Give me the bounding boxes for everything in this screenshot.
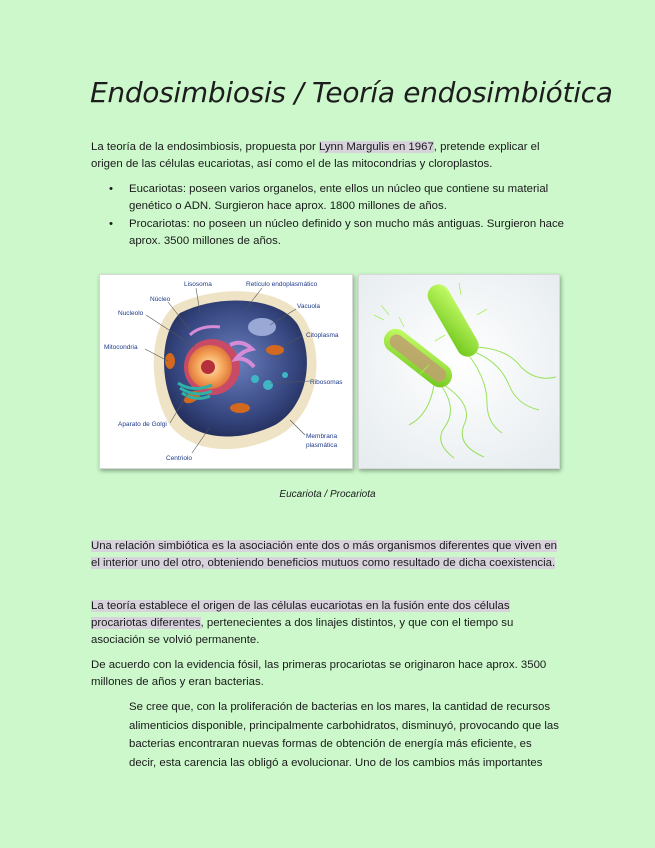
bullet-dot: • [109, 218, 113, 230]
label-nucleo: Núcleo [150, 296, 171, 303]
figure-caption: Eucariota / Procariota [279, 489, 376, 500]
eukaryote-cell-illustration [100, 275, 352, 468]
label-ribosomas: Ribosomas [310, 379, 343, 386]
symbiosis-text: Una relación simbiótica es la asociación ente dos o más organismos diferentes que viven en el interior uno del otro, obteniendo beneficios mutuos como resultado de dicha coexistencia. [91, 540, 558, 569]
bullet-list [109, 181, 564, 251]
symbiosis-paragraph [91, 538, 566, 572]
bullet-text: Eucariotas: poseen varios organelos, ente ellos un núcleo que contiene su material genético o ADN. Surgieron hace aprox. 1800 millones de años. [129, 183, 549, 212]
indented-paragraph: Se cree que, con la proliferación de bacterias en los mares, la cantidad de recursos alimenticios disponible, principalmente carbohidratos, disminuyó, provocando que las bacterias encontraran nuevas formas de obtención de energía más eficiente, es decir, esta carencia las obligó a evolucionar. Uno de los cambios más importantes [129, 701, 559, 769]
label-lisosoma: Lisosoma [184, 281, 212, 288]
bullet-procariotas [109, 216, 564, 250]
page-title: Endosimbiosis / Teoría endosimbiótica [90, 76, 613, 109]
theory-highlight: La teoría establece el origen de las células eucariotas en la fusión ente dos células procariotas diferentes [91, 600, 510, 629]
theory-text-end: , pertenecientes a dos linajes distintos, y que con el tiempo su asociación se volvió permanente. [91, 617, 514, 646]
label-golgi: Aparato de Golgi [118, 421, 167, 428]
label-nucleolo: Nucleolo [118, 310, 144, 317]
eukaryote-image [99, 274, 353, 469]
label-mitocondria: Mitocondria [104, 344, 138, 351]
bullet-eucariotas [109, 181, 564, 215]
intro-paragraph [91, 139, 566, 173]
label-plasmatica: plasmática [306, 442, 338, 449]
label-membrana: Membrana [306, 433, 338, 440]
bullet-text: Procariotas: no poseen un núcleo definido y son mucho más antiguas. Surgieron hace aprox. 3500 millones de años. [129, 218, 565, 247]
label-vacuola: Vacuola [297, 303, 321, 310]
label-citoplasma: Citoplasma [306, 332, 339, 339]
bullet-dot: • [109, 183, 113, 195]
intro-text-start: La teoría de la endosimbiosis, propuesta por [91, 141, 319, 153]
intro-text-end: , pretende explicar el origen de las células eucariotas, así como el de las mitocondrias y cloroplastos. [91, 141, 540, 170]
intro-highlight: Lynn Margulis en 1967 [318, 141, 434, 153]
bacteria-illustration [359, 275, 559, 468]
label-centriolo: Centriolo [166, 455, 193, 462]
fossil-paragraph: De acuerdo con la evidencia fósil, las primeras procariotas se originaron hace aprox. 3500 millones de años y eran bacterias. [91, 659, 547, 688]
label-reticulo: Retículo endoplasmático [246, 281, 318, 288]
prokaryote-image [358, 274, 560, 469]
theory-paragraph [91, 598, 531, 649]
